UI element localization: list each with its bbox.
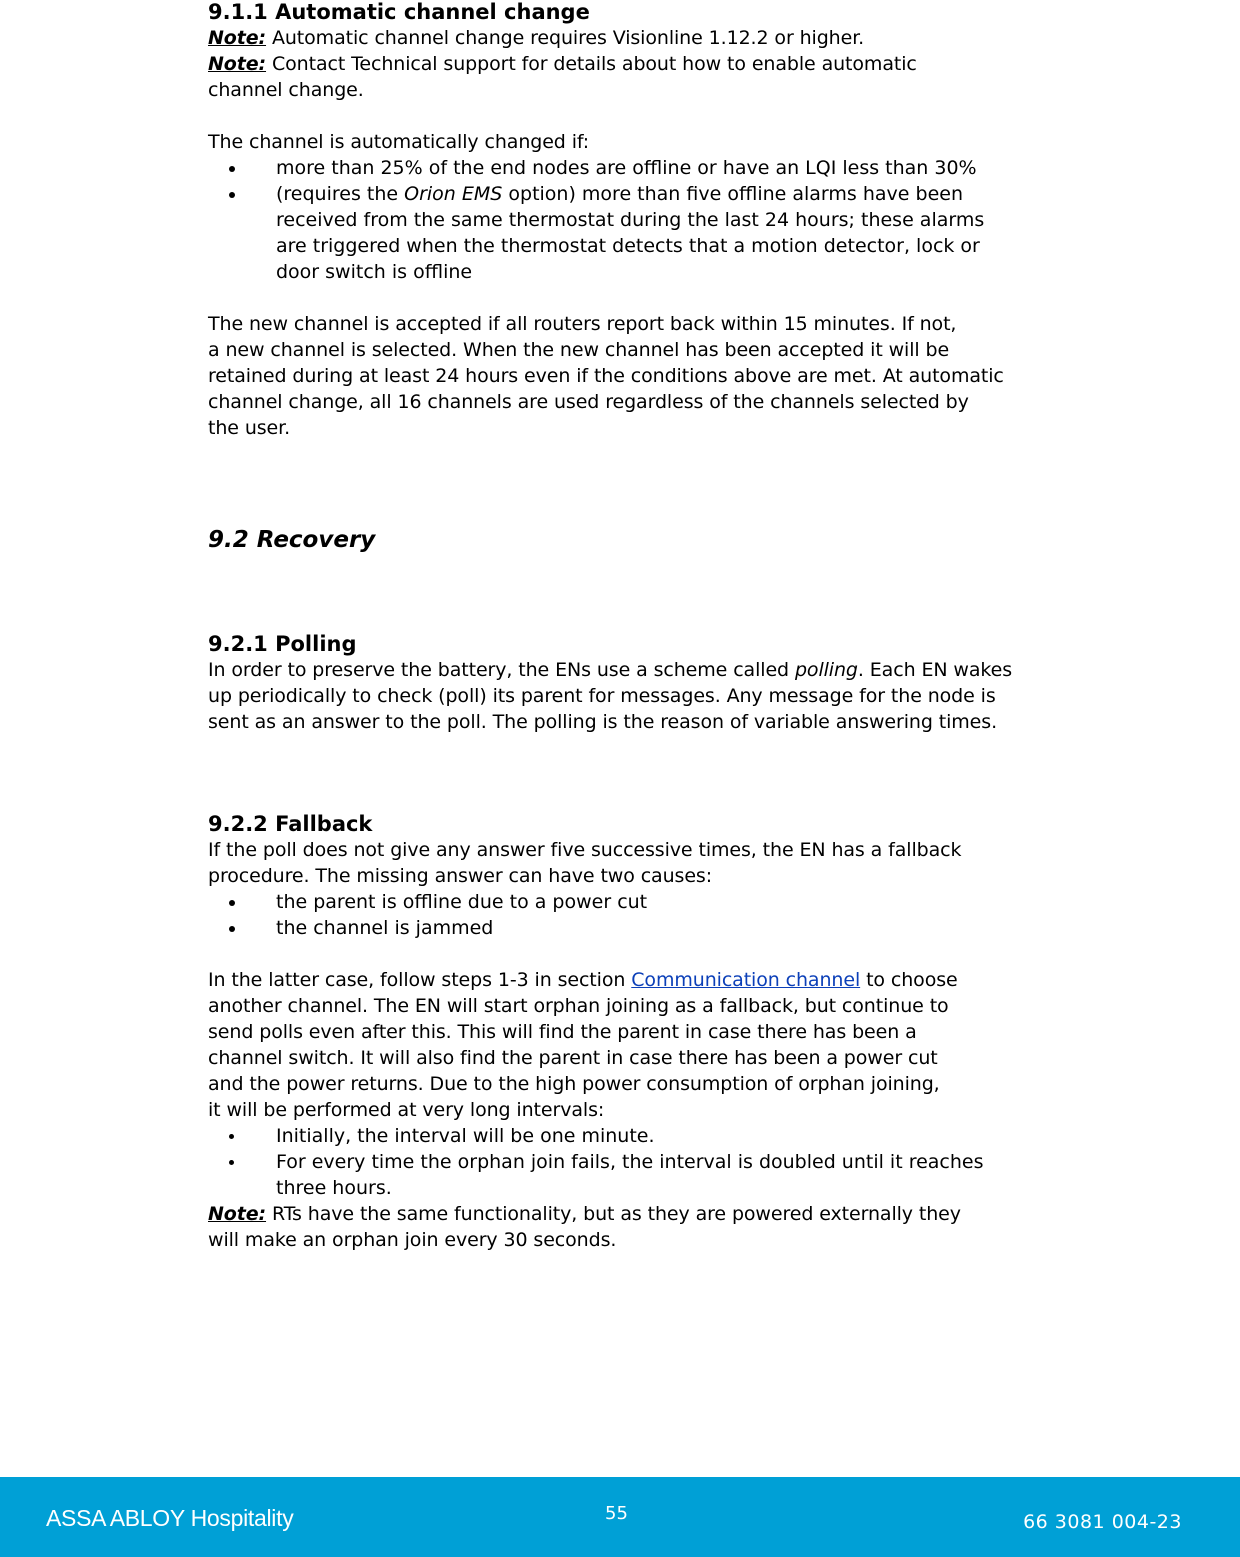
note-label: Note: — [208, 53, 267, 75]
section-heading-9-2: 9.2 Recovery — [208, 527, 376, 553]
bullet-icon — [229, 166, 235, 172]
page-footer — [0, 1477, 1240, 1557]
list-item: the channel is jammed — [208, 915, 1128, 941]
note-label: Note: — [208, 27, 267, 49]
conditions-list — [208, 155, 1128, 285]
document-number: 66 3081 004-23 — [1023, 1511, 1182, 1533]
section-heading-9-2-2: 9.2.2 Fallback — [208, 812, 373, 836]
bullet-icon — [229, 900, 235, 906]
bullet-icon — [229, 926, 235, 932]
note-visionline-version — [208, 25, 1128, 51]
latter-case-paragraph: In the latter case, follow steps 1-3 in section Communication channel to choose another channel. The EN will start orphan joining as a fallback, but continue to send polls even after this. This will find the parent in case there has been a channel switch. It will also find the parent in case there has been a power cut and the power returns. Due to the high power consumption of orphan joining, it will be performed at very long intervals: — [208, 969, 958, 1121]
list-item: For every time the orphan join fails, the interval is doubled until it reaches three hours. — [208, 1149, 1128, 1201]
section-heading-9-2-1: 9.2.1 Polling — [208, 632, 357, 656]
fallback-intro: If the poll does not give any answer five successive times, the EN has a fallback procedure. The missing answer can have two causes: — [208, 839, 962, 887]
bullet-icon — [229, 1134, 234, 1139]
list-item: (requires the Orion EMS option) more than five offline alarms have been received from the same thermostat during the last 24 hours; these alarms are triggered when the thermostat detects that a motion detector, lock or door switch is offline — [208, 181, 1128, 285]
page-content — [208, 0, 1128, 1253]
list-item: more than 25% of the end nodes are offline or have an LQI less than 30% — [208, 155, 1128, 181]
bullet-icon — [229, 1160, 234, 1165]
note-text: channel change. — [208, 79, 364, 101]
section-heading-9-1-1: 9.1.1 Automatic channel change — [208, 0, 590, 24]
communication-channel-link[interactable]: Communication channel — [631, 969, 861, 991]
note-text: Automatic channel change requires Visionline 1.12.2 or higher. — [266, 27, 865, 49]
page-number: 55 — [605, 1503, 628, 1524]
polling-paragraph: In order to preserve the battery, the ENs use a scheme called polling. Each EN wakes up periodically to check (poll) its parent for messages. Any message for the node is sent as an answer to the poll. The polling is the reason of variable answering times. — [208, 659, 1012, 733]
list-item: Initially, the interval will be one minute. — [208, 1123, 1128, 1149]
causes-list — [208, 889, 1128, 941]
note-label: Note: — [208, 1203, 267, 1225]
list-item: the parent is offline due to a power cut — [208, 889, 1128, 915]
footer-brand: ASSA ABLOY Hospitality — [46, 1505, 294, 1531]
intervals-list — [208, 1123, 1128, 1201]
note-rt-functionality: Note: RTs have the same functionality, but as they are powered externally they will make an orphan join every 30 seconds. — [208, 1203, 961, 1251]
bullet-icon — [229, 192, 235, 198]
note-text: Contact Technical support for details about how to enable automatic — [266, 53, 917, 75]
note-technical-support — [208, 51, 1128, 103]
conditions-intro: The channel is automatically changed if: — [208, 131, 590, 153]
channel-acceptance-paragraph: The new channel is accepted if all routers report back within 15 minutes. If not, a new channel is selected. When the new channel has been accepted it will be retained during at least 24 hours even if the conditions above are met. At automatic channel change, all 16 channels are used regardless of the channels selected by the user. — [208, 313, 1004, 439]
